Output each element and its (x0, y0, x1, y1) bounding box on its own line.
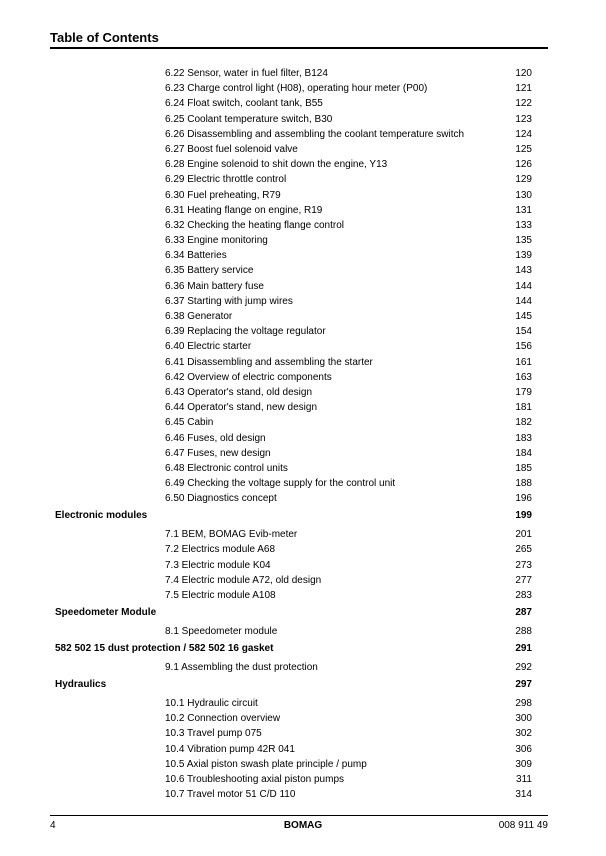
toc-entry-page: 196 (515, 493, 532, 505)
toc-entry-title: 6.39 Replacing the voltage regulator (165, 326, 326, 338)
toc-section-row[interactable] (0, 248, 606, 263)
toc-section-row[interactable] (0, 112, 606, 127)
toc-entry-title: 6.29 Electric throttle control (165, 174, 287, 186)
toc-entry-title: 6.48 Electronic control units (165, 462, 288, 474)
toc-section-row[interactable] (0, 339, 606, 354)
toc-entry-title: 6.42 Overview of electric components (165, 371, 332, 383)
toc-entry-page: 302 (515, 728, 532, 740)
toc-section-row[interactable] (0, 203, 606, 218)
toc-entry-title: 6.43 Operator's stand, old design (165, 386, 313, 398)
toc-entry-page: 265 (515, 544, 532, 556)
toc-entry-title: 10.2 Connection overview (165, 713, 281, 725)
toc-section-row[interactable] (0, 263, 606, 278)
toc-entry-page: 144 (515, 295, 532, 307)
toc-entry-page: 182 (515, 417, 532, 429)
toc-entry-page: 179 (515, 386, 532, 398)
toc-entry-page: 124 (515, 128, 532, 140)
toc-entry-title: 6.40 Electric starter (165, 341, 252, 353)
toc-entry-page: 154 (515, 326, 532, 338)
toc-entry-title: Electronic modules (55, 510, 148, 522)
toc-section-row[interactable] (0, 527, 606, 542)
table-of-contents (0, 66, 606, 802)
toc-chapter-row[interactable] (0, 508, 606, 525)
toc-entry-title: 6.32 Checking the heating flange control (165, 219, 345, 231)
toc-section-row[interactable] (0, 461, 606, 476)
toc-entry-page: 161 (515, 356, 532, 368)
toc-entry-page: 120 (515, 68, 532, 79)
toc-section-row[interactable] (0, 446, 606, 461)
toc-section-row[interactable] (0, 142, 606, 157)
toc-section-row[interactable] (0, 127, 606, 142)
toc-entry-page: 287 (515, 607, 532, 619)
toc-section-row[interactable] (0, 757, 606, 772)
toc-entry-title: 6.22 Sensor, water in fuel filter, B124 (165, 68, 328, 79)
toc-entry-page: 143 (515, 265, 532, 277)
toc-entry-title: 6.30 Fuel preheating, R79 (165, 189, 281, 201)
toc-section-row[interactable] (0, 573, 606, 588)
toc-section-row[interactable] (0, 324, 606, 339)
toc-section-row[interactable] (0, 355, 606, 370)
toc-entry-title: 7.2 Electrics module A68 (165, 544, 276, 556)
toc-entry-title: 6.46 Fuses, old design (165, 432, 266, 444)
toc-section-row[interactable] (0, 385, 606, 400)
toc-entry-title: 6.25 Coolant temperature switch, B30 (165, 113, 333, 125)
toc-entry-title: 6.23 Charge control light (H08), operating hour meter (P00) (165, 83, 428, 95)
toc-entry-page: 181 (515, 402, 532, 414)
toc-entry-title: 6.45 Cabin (165, 417, 214, 429)
toc-entry-page: 126 (515, 159, 532, 171)
toc-entry-title: 10.3 Travel pump 075 (165, 728, 262, 740)
toc-entry-page: 277 (515, 574, 532, 586)
toc-entry-page: 199 (515, 510, 532, 522)
toc-entry-title: 7.1 BEM, BOMAG Evib-meter (165, 529, 298, 541)
toc-chapter-row[interactable] (0, 677, 606, 694)
toc-entry-title: 6.31 Heating flange on engine, R19 (165, 204, 323, 216)
toc-section-row[interactable] (0, 787, 606, 802)
toc-entry-title: 6.50 Diagnostics concept (165, 493, 277, 505)
toc-entry-title: 6.34 Batteries (165, 250, 227, 262)
toc-section-row[interactable] (0, 66, 606, 81)
footer-page-number: 4 (50, 820, 56, 831)
toc-section-row[interactable] (0, 431, 606, 446)
toc-section-row[interactable] (0, 696, 606, 711)
toc-entry-page: 314 (515, 789, 532, 801)
page-title: Table of Contents (50, 30, 159, 45)
toc-section-row[interactable] (0, 81, 606, 96)
footer-doc-number: 008 911 49 (498, 820, 548, 831)
toc-entry-title: 8.1 Speedometer module (165, 625, 278, 637)
toc-entry-page: 121 (515, 83, 532, 95)
toc-section-row[interactable] (0, 660, 606, 675)
toc-entry-title: 7.3 Electric module K04 (165, 559, 271, 571)
toc-entry-page: 139 (515, 250, 532, 262)
toc-section-row[interactable] (0, 476, 606, 491)
toc-entry-page: 309 (515, 758, 532, 770)
toc-section-row[interactable] (0, 157, 606, 172)
header-divider (50, 47, 548, 49)
toc-section-row[interactable] (0, 726, 606, 741)
toc-entry-title: 6.49 Checking the voltage supply for the control unit (165, 478, 396, 490)
toc-entry-title: 6.26 Disassembling and assembling the coolant temperature switch (165, 128, 465, 140)
toc-section-row[interactable] (0, 711, 606, 726)
toc-entry-title: 6.33 Engine monitoring (165, 235, 268, 247)
toc-entry-page: 184 (515, 447, 532, 459)
toc-entry-title: 9.1 Assembling the dust protection (165, 661, 318, 673)
toc-section-row[interactable] (0, 96, 606, 111)
toc-section-row[interactable] (0, 218, 606, 233)
toc-entry-title: 6.44 Operator's stand, new design (165, 402, 318, 414)
toc-section-row[interactable] (0, 624, 606, 639)
toc-entry-page: 283 (515, 589, 532, 601)
footer-brand: BOMAG (283, 820, 323, 831)
toc-entry-page: 163 (515, 371, 532, 383)
toc-section-row[interactable] (0, 279, 606, 294)
toc-entry-page: 288 (515, 625, 532, 637)
toc-entry-title: 6.27 Boost fuel solenoid valve (165, 143, 298, 155)
toc-entry-title: 10.5 Axial piston swash plate principle / pump (165, 758, 367, 770)
toc-section-row[interactable] (0, 294, 606, 309)
toc-entry-page: 292 (515, 661, 532, 673)
toc-section-row[interactable] (0, 233, 606, 248)
toc-entry-title: 10.7 Travel motor 51 C/D 110 (165, 789, 296, 801)
toc-entry-page: 135 (515, 235, 532, 247)
toc-section-row[interactable] (0, 415, 606, 430)
toc-chapter-row[interactable] (0, 641, 606, 658)
toc-section-row[interactable] (0, 309, 606, 324)
toc-entry-page: 144 (515, 280, 532, 292)
toc-entry-title: 7.5 Electric module A108 (165, 589, 276, 601)
toc-entry-page: 300 (515, 713, 532, 725)
toc-section-row[interactable] (0, 491, 606, 506)
toc-section-row[interactable] (0, 772, 606, 787)
toc-entry-page: 123 (515, 113, 532, 125)
toc-entry-title: 6.37 Starting with jump wires (165, 295, 293, 307)
toc-section-row[interactable] (0, 558, 606, 573)
toc-entry-page: 122 (515, 98, 532, 110)
toc-entry-page: 125 (515, 143, 532, 155)
toc-entry-title: 6.35 Battery service (165, 265, 254, 277)
toc-entry-page: 201 (515, 529, 532, 541)
toc-entry-page: 129 (515, 174, 532, 186)
toc-entry-page: 130 (515, 189, 532, 201)
toc-entry-page: 131 (515, 204, 532, 216)
toc-entry-page: 188 (515, 478, 532, 490)
toc-section-row[interactable] (0, 542, 606, 557)
toc-entry-page: 156 (515, 341, 532, 353)
toc-entry-page: 297 (515, 679, 532, 691)
toc-entry-page: 133 (515, 219, 532, 231)
toc-entry-page: 145 (515, 311, 532, 322)
toc-entry-title: 7.4 Electric module A72, old design (165, 574, 322, 586)
toc-entry-title: Speedometer Module (55, 607, 157, 619)
toc-section-row[interactable] (0, 588, 606, 603)
toc-chapter-row[interactable] (0, 605, 606, 622)
toc-section-row[interactable] (0, 742, 606, 757)
toc-entry-title: 6.41 Disassembling and assembling the starter (165, 356, 373, 368)
toc-section-row[interactable] (0, 400, 606, 415)
toc-entry-title: 582 502 15 dust protection / 582 502 16 gasket (55, 643, 274, 655)
toc-entry-page: 298 (515, 697, 532, 709)
toc-entry-title: 10.1 Hydraulic circuit (165, 697, 258, 709)
toc-entry-title: 6.28 Engine solenoid to shit down the engine, Y13 (165, 159, 388, 171)
toc-entry-title: 6.38 Generator (165, 311, 233, 322)
toc-section-row[interactable] (0, 172, 606, 187)
toc-entry-page: 183 (515, 432, 532, 444)
toc-entry-title: 10.4 Vibration pump 42R 041 (165, 743, 295, 755)
toc-entry-title: 6.36 Main battery fuse (165, 280, 264, 292)
toc-section-row[interactable] (0, 370, 606, 385)
toc-entry-page: 185 (515, 462, 532, 474)
toc-entry-title: 6.47 Fuses, new design (165, 447, 271, 459)
toc-entry-title: Hydraulics (55, 679, 107, 691)
toc-entry-page: 306 (515, 743, 532, 755)
toc-entry-title: 10.6 Troubleshooting axial piston pumps (165, 773, 345, 785)
toc-section-row[interactable] (0, 188, 606, 203)
toc-entry-title: 6.24 Float switch, coolant tank, B55 (165, 98, 323, 110)
toc-entry-page: 291 (515, 643, 532, 655)
toc-entry-page: 273 (515, 559, 532, 571)
toc-entry-page: 311 (516, 773, 532, 785)
footer-divider (50, 815, 548, 816)
